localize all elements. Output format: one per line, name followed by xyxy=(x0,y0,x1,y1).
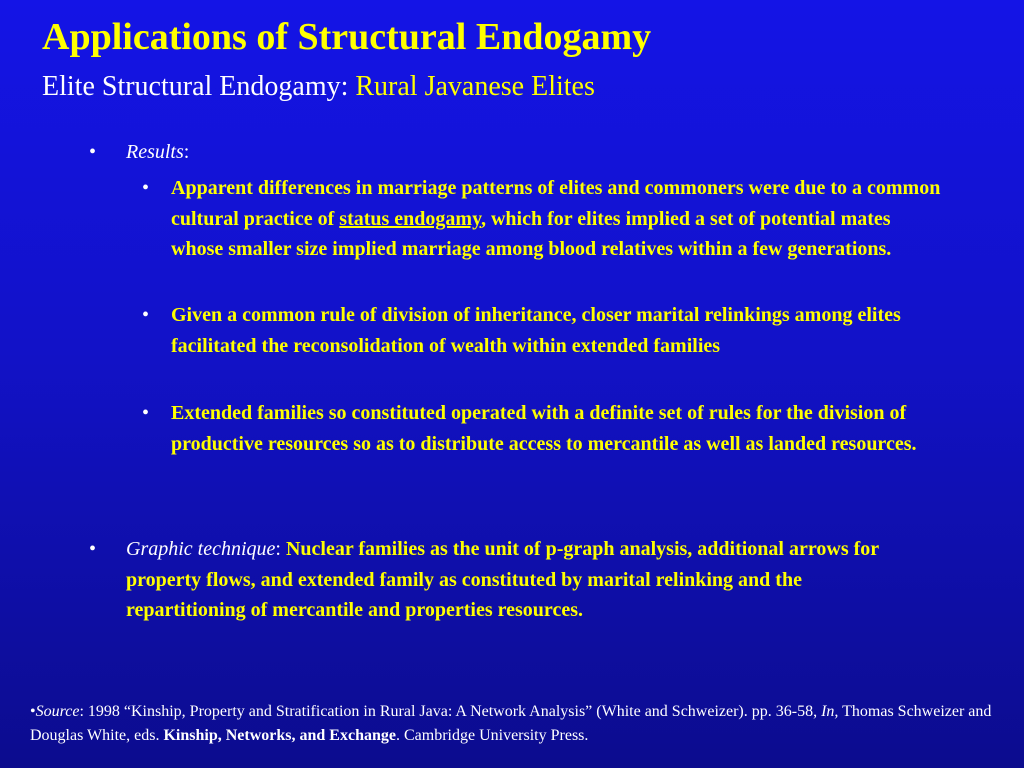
footer-bullet: • xyxy=(30,703,36,720)
graphic-colon: : xyxy=(275,538,286,560)
graphic-label: Graphic technique xyxy=(126,538,276,560)
publisher: . Cambridge University Press. xyxy=(395,727,589,744)
slide-title: Applications of Structural Endogamy xyxy=(42,16,652,58)
results-bullet-2: Given a common rule of division of inheritance, closer marital relinkings among elites facilitated the reconsolidation of wealth within extended families xyxy=(171,304,901,357)
graphic-text: Nuclear families as the unit of p-graph analysis, additional arrows for property flows, and extended family as constituted by marital relinking and the repartitioning of mercantile and properties resources. xyxy=(126,538,879,621)
bullet-dot: • xyxy=(89,538,97,560)
results-heading xyxy=(126,137,926,167)
bullet-dot: • xyxy=(89,141,97,163)
results-colon: : xyxy=(183,141,190,163)
graphic-technique xyxy=(126,534,926,626)
status-endogamy-term: status endogamy xyxy=(339,207,481,230)
bullet1-post: , which for elites implied a set of potential mates whose smaller size implied marriage among blood relatives within a few generations. xyxy=(171,207,892,260)
results-label: Results xyxy=(126,141,184,163)
editors: Thomas Schweizer and Douglas White, eds. xyxy=(30,703,992,744)
in-label: In, xyxy=(821,703,839,720)
results-bullet-1 xyxy=(171,173,941,265)
slide-subtitle xyxy=(42,69,595,105)
subtitle-prefix: Elite Structural Endogamy: xyxy=(42,71,356,102)
source-text: : 1998 “Kinship, Property and Stratification in Rural Java: A Network Analysis” (White and Schweizer). pp. 36-58, xyxy=(79,703,822,720)
source-label: Source xyxy=(35,703,80,720)
bullet1-pre: Apparent differences in marriage patterns of elites and commoners were due to a common cultural practice of xyxy=(171,177,941,230)
source-citation xyxy=(30,700,1000,748)
results-bullet-3: Extended families so constituted operated with a definite set of rules for the division of productive resources so as to distribute access to mercantile as well as landed resources. xyxy=(171,402,917,455)
subtitle-topic: Rural Javanese Elites xyxy=(355,71,595,102)
bullet-dot: • xyxy=(142,304,150,326)
bullet-dot: • xyxy=(142,402,150,424)
bullet-dot: • xyxy=(142,177,150,199)
book-title: Kinship, Networks, and Exchange xyxy=(163,727,396,744)
